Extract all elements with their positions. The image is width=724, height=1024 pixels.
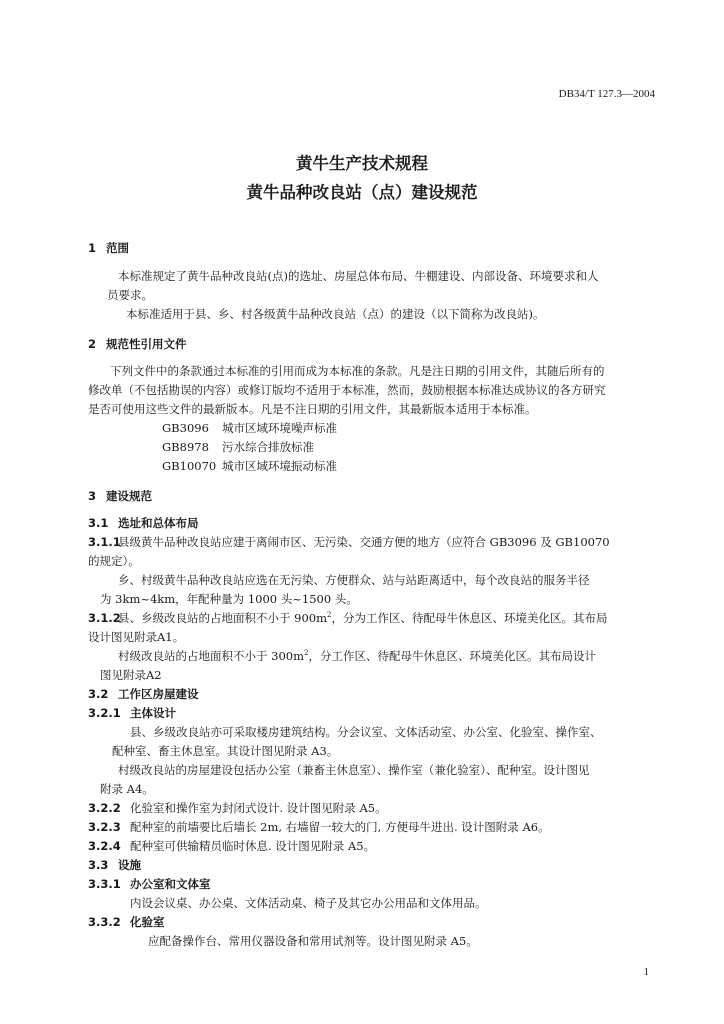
reference-code: GB10070	[162, 459, 217, 473]
reference-code: GB3096	[162, 421, 209, 435]
clause-3-3-1-heading	[88, 876, 211, 892]
reference-name: 污水综合排放标准	[222, 440, 314, 454]
clause-3-2-3	[88, 819, 550, 835]
subsection-title: 选址和总体布局	[118, 516, 199, 530]
paragraph-line: 应配备操作台、常用仪器设备和常用试剂等。设计图见附录 A5。	[148, 934, 478, 948]
reference-name: 城市区域环境噪声标准	[222, 421, 337, 435]
clause-3-2-2	[88, 800, 387, 816]
reference-item	[162, 420, 337, 436]
superscript: 2	[304, 649, 309, 658]
clause-number: 3.3.1	[88, 877, 121, 891]
subsection-number: 3.2	[88, 687, 109, 701]
clause-text: 县、乡级改良站的占地面积不小于 900m	[118, 611, 328, 625]
paragraph-line: 本标准适用于县、乡、村各级黄牛品种改良站（点）的建设（以下简称为改良站)。	[126, 307, 545, 321]
page-number: 1	[643, 966, 649, 978]
section-1-heading	[88, 240, 129, 256]
paragraph-line: 乡、村级黄牛品种改良站应选在无污染、方便群众、站与站距离适中，每个改良站的服务半径	[118, 573, 590, 587]
section-2-heading	[88, 336, 187, 352]
clause-number: 3.2.2	[88, 801, 121, 815]
paragraph-line: 员要求。	[107, 288, 153, 302]
clause-text: ，分工作区、待配母牛休息区、环境美化区。其布局设计	[308, 649, 596, 663]
clause-text: 化验室和操作室为封闭式设计. 设计图见附录 A5。	[130, 801, 387, 815]
section-title: 范围	[106, 241, 129, 255]
paragraph-line: 设计图见附录A1。	[88, 630, 185, 644]
paragraph-line: 附录 A4。	[100, 782, 154, 796]
reference-item	[162, 458, 337, 474]
subsection-title: 工作区房屋建设	[118, 687, 199, 701]
section-number: 1	[88, 241, 97, 255]
reference-item	[162, 439, 314, 455]
subsection-number: 3.1	[88, 516, 109, 530]
clause-text: ，分为工作区、待配母牛休息区、环境美化区。其布局	[331, 611, 608, 625]
subsection-3-2-heading	[88, 686, 199, 702]
paragraph-line: 图见附录A2	[100, 668, 162, 682]
clause-number: 3.1.1	[88, 535, 121, 549]
clause-number: 3.2.1	[88, 706, 121, 720]
clause-text: 县级黄牛品种改良站应建于离闹市区、无污染、交通方便的地方（应符合 GB3096 及 GB10070	[118, 535, 610, 549]
paragraph-line: 配种室、畜主休息室。其设计图见附录 A3。	[112, 744, 339, 758]
clause-title: 办公室和文体室	[130, 877, 211, 891]
standard-number: DB34/T 127.3—2004	[558, 88, 655, 100]
paragraph-line: 的规定）。	[88, 554, 140, 568]
paragraph-line	[118, 648, 596, 664]
subsection-number: 3.3	[88, 858, 109, 872]
reference-code: GB8978	[162, 440, 209, 454]
paragraph-line: 县、乡级改良站亦可采取楼房建筑结构。分会议室、文体活动室、办公室、化验室、操作室、	[130, 725, 602, 739]
paragraph-line: 修改单（不包括勘误的内容）或修订版均不适用于本标准，然而，鼓励根据本标准达成协议的各方研究	[88, 383, 606, 397]
section-title: 建设规范	[106, 489, 152, 503]
clause-number: 3.3.2	[88, 915, 121, 929]
clause-3-1-1	[88, 534, 610, 550]
paragraph-line: 下列文件中的条款通过本标准的引用而成为本标准的条款。凡是注日期的引用文件，其随后所有的	[110, 364, 605, 378]
paragraph-line: 内设会议桌、办公桌、文体活动桌、椅子及其它办公用品和文体用品。	[130, 896, 487, 910]
clause-3-2-1-heading	[88, 705, 176, 721]
paragraph-line: 村级改良站的房屋建设包括办公室（兼畜主休息室）、操作室（兼化验室）、配种室。设计图见	[118, 763, 590, 777]
subsection-3-1-heading	[88, 515, 199, 531]
clause-text: 配种室可供输精员临时休息. 设计图见附录 A5。	[130, 839, 376, 853]
clause-3-1-2	[88, 610, 607, 626]
clause-title: 主体设计	[130, 706, 176, 720]
section-number: 3	[88, 489, 97, 503]
paragraph-line: 是否可使用这些文件的最新版本。凡是不注日期的引用文件，其最新版本适用于本标准。	[88, 402, 537, 416]
clause-text: 配种室的前墙要比后墙长 2m, 右墙留一较大的门, 方便母牛进出. 设计图附录 A6。	[130, 820, 550, 834]
clause-title: 化验室	[130, 915, 165, 929]
document-subtitle: 黄牛品种改良站（点）建设规范	[246, 183, 478, 202]
clause-number: 3.1.2	[88, 611, 121, 625]
clause-text: 村级改良站的占地面积不小于 300m	[118, 649, 305, 663]
superscript: 2	[327, 611, 332, 620]
document-title: 黄牛生产技术规程	[296, 154, 428, 173]
clause-3-3-2-heading	[88, 914, 165, 930]
paragraph-line: 本标准规定了黄牛品种改良站(点)的选址、房屋总体布局、牛棚建设、内部设备、环境要求和人	[118, 269, 599, 283]
clause-number: 3.2.4	[88, 839, 121, 853]
reference-name: 城市区域环境振动标准	[222, 459, 337, 473]
section-number: 2	[88, 337, 97, 351]
subsection-title: 设施	[118, 858, 141, 872]
subsection-3-3-heading	[88, 857, 141, 873]
clause-number: 3.2.3	[88, 820, 121, 834]
clause-3-2-4	[88, 838, 375, 854]
section-3-heading	[88, 488, 152, 504]
section-title: 规范性引用文件	[106, 337, 187, 351]
paragraph-line: 为 3km~4km，年配种量为 1000 头~1500 头。	[100, 592, 358, 606]
